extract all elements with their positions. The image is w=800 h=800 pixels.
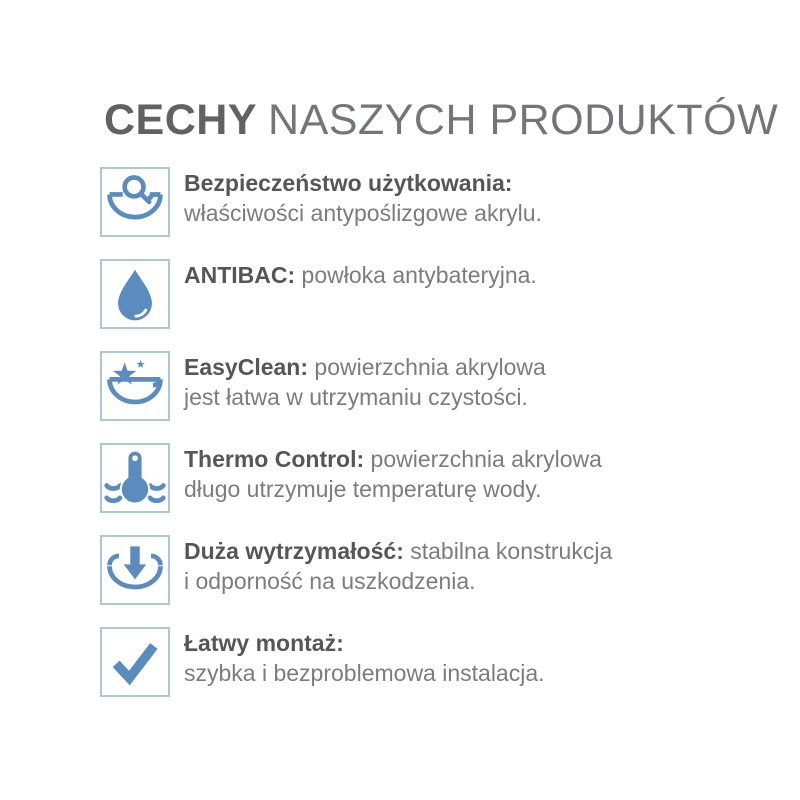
checkmark-icon <box>100 627 170 697</box>
page-title <box>104 95 779 145</box>
feature-line1-rest: powierzchnia akrylowa <box>370 446 602 472</box>
feature-row-safety <box>100 167 760 237</box>
feature-heading: EasyClean: <box>184 354 309 380</box>
feature-text <box>184 167 542 228</box>
star-tub-icon <box>100 351 170 421</box>
water-drop-icon <box>100 259 170 329</box>
feature-row-thermo <box>100 443 760 513</box>
feature-heading: Bezpieczeństwo użytkowania: <box>184 170 513 196</box>
feature-line2: długo utrzymuje temperaturę wody. <box>184 476 542 502</box>
page-title-light: NASZYCH PRODUKTÓW <box>268 96 779 144</box>
feature-line1-rest: powłoka antybateryjna. <box>301 262 537 288</box>
feature-line1-rest: powierzchnia akrylowa <box>314 354 546 380</box>
feature-heading: ANTIBAC: <box>184 262 296 288</box>
feature-row-durability <box>100 535 760 605</box>
feature-line1 <box>184 536 612 566</box>
feature-row-antibac <box>100 259 760 329</box>
feature-line1 <box>184 628 545 658</box>
feature-list <box>100 167 760 697</box>
feature-text <box>184 535 612 596</box>
feature-row-easyclean <box>100 351 760 421</box>
feature-line1-rest: stabilna konstrukcja <box>410 538 613 564</box>
magnifier-tub-icon <box>100 167 170 237</box>
feature-line2: i odporność na uszkodzenia. <box>184 568 476 594</box>
feature-line1 <box>184 260 537 290</box>
feature-line1 <box>184 168 542 198</box>
feature-line2: jest łatwa w utrzymaniu czystości. <box>184 384 528 410</box>
thermometer-waves-icon <box>100 443 170 513</box>
feature-line1 <box>184 444 602 474</box>
feature-text <box>184 351 546 412</box>
feature-text <box>184 443 602 504</box>
feature-heading: Duża wytrzymałość: <box>184 538 404 564</box>
feature-heading: Łatwy montaż: <box>184 630 344 656</box>
feature-row-install <box>100 627 760 697</box>
feature-text <box>184 627 545 688</box>
feature-line1 <box>184 352 546 382</box>
page-title-bold: CECHY <box>104 96 258 144</box>
arrow-down-tub-icon <box>100 535 170 605</box>
feature-line2: szybka i bezproblemowa instalacja. <box>184 660 545 686</box>
feature-heading: Thermo Control: <box>184 446 365 472</box>
feature-text <box>184 259 537 290</box>
feature-line2: właściwości antypoślizgowe akrylu. <box>184 200 542 226</box>
